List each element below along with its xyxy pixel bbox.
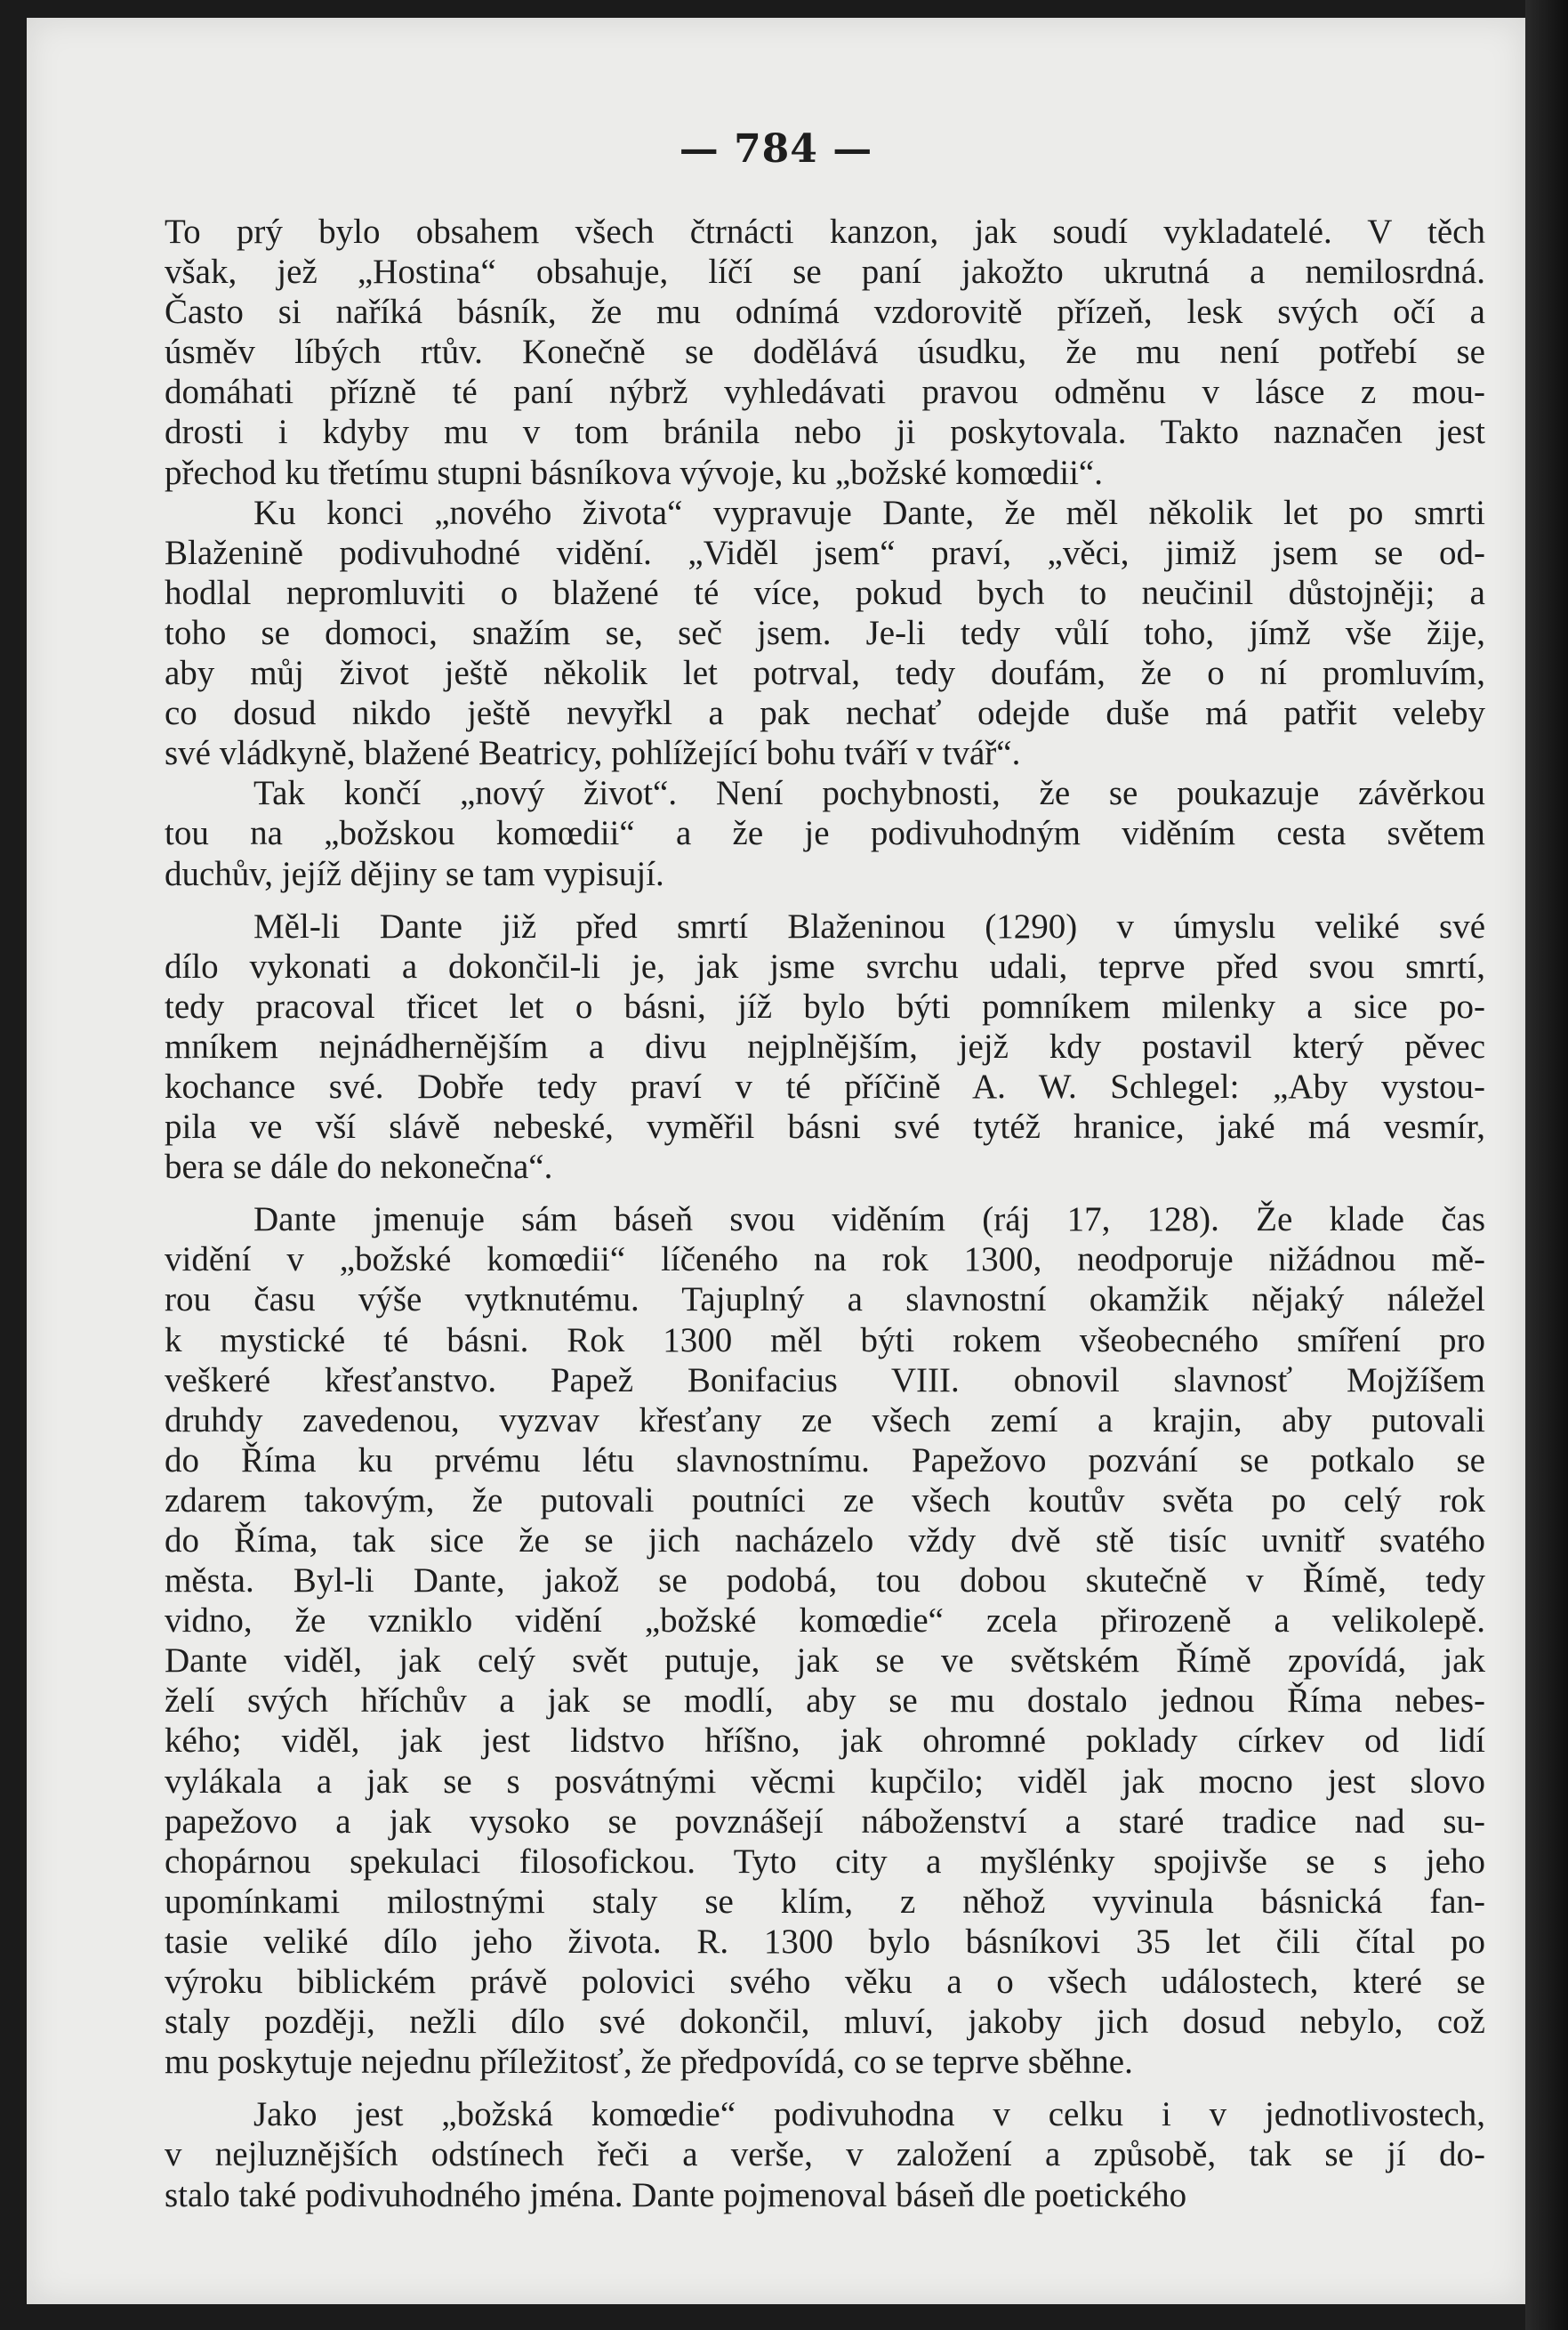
- text-line: bera se dále do nekonečna“.: [165, 1148, 553, 1187]
- text-line: tedy pracoval třicet let o básni, jíž bylo býti pomníkem milenky a sice po-: [165, 987, 1485, 1026]
- text-line: vidění v „božské komœdii“ líčeného na rok 1300, neodporuje nižádnou mě-: [165, 1240, 1485, 1279]
- text-line: úsměv líbých rtův. Konečně se dodělává úsudku, že mu není potřebí se: [165, 333, 1485, 372]
- text-line: To prý bylo obsahem všech čtrnácti kanzon, jak soudí vykladatelé. V těch: [165, 213, 1485, 251]
- paragraph: [165, 212, 1485, 493]
- text-line: své vládkyně, blažené Beatricy, pohlížející bohu tváří v tvář“.: [165, 734, 1021, 773]
- paragraph: [165, 493, 1485, 774]
- text-line: domáhati přízně té paní nýbrž vyhledávati pravou odměnu v lásce z mou-: [165, 373, 1485, 412]
- text-line: želí svých hříchův a jak se modlí, aby se mu dostalo jednou Říma nebes-: [165, 1681, 1485, 1721]
- text-line: zdarem takovým, že putovali poutníci ze všech koutův světa po celý rok: [165, 1480, 1485, 1520]
- text-line: hodlal nepromluviti o blažené té více, pokud bych to neučinil důstojněji; a: [165, 573, 1485, 612]
- text-line: vylákala a jak se s posvátnými věcmi kupčilo; viděl jak mocno jest slovo: [165, 1762, 1485, 1801]
- paragraph-gap: [165, 1187, 1485, 1199]
- text-line: dílo vykonati a dokončil-li je, jak jsme svrchu udali, teprve před svou smrtí,: [165, 947, 1485, 986]
- text-line: do Říma ku prvému létu slavnostnímu. Papežovo pozvání se potkalo se: [165, 1440, 1485, 1479]
- text-line: Dante jmenuje sám báseň svou viděním (ráj 17, 128). Že klade čas: [253, 1200, 1485, 1239]
- text-line: tou na „božskou komœdii“ a že je podivuhodným viděním cesta světem: [165, 814, 1485, 853]
- text-line: k mystické té básni. Rok 1300 měl býti rokem všeobecného smíření pro: [165, 1320, 1485, 1359]
- body-text: [165, 212, 1485, 2215]
- paragraph: [165, 2094, 1485, 2214]
- page-number: — 784 —: [679, 126, 873, 172]
- text-line: veškeré křesťanstvo. Papež Bonifacius VIII. obnovil slavnosť Mojžíšem: [165, 1360, 1485, 1399]
- paragraph: [165, 1199, 1485, 2082]
- text-line: aby můj život ještě několik let potrval, tedy doufám, že o ní promluvím,: [165, 654, 1485, 693]
- text-line: Blaženině podivuhodné vidění. „Viděl jsem“ praví, „věci, jimiž jsem se od-: [165, 533, 1485, 572]
- text-line: staly později, nežli dílo své dokončil, mluví, jakoby jich dosud nebylo, což: [165, 2003, 1485, 2042]
- text-line: duchův, jejíž dějiny se tam vypisují.: [165, 854, 664, 893]
- text-line: papežovo a jak vysoko se povznášejí náboženství a staré tradice nad su-: [165, 1802, 1485, 1841]
- text-line: kého; viděl, jak jest lidstvo hříšno, jak ohromné poklady církev od lidí: [165, 1721, 1485, 1761]
- text-line: však, jež „Hostina“ obsahuje, líčí se paní jakožto ukrutná a nemilosrdná.: [165, 253, 1485, 292]
- text-line: co dosud nikdo ještě nevyřkl a pak nechať odejde duše má patřit veleby: [165, 694, 1485, 733]
- text-line: výroku biblickém právě polovici svého věku a o všech událostech, které se: [165, 1963, 1485, 2002]
- paragraph-gap: [165, 2082, 1485, 2094]
- text-line: stalo také podivuhodného jména. Dante pojmenoval báseň dle poetického: [165, 2175, 1187, 2214]
- text-line: toho se domoci, snažím se, seč jsem. Je-li tedy vůlí toho, jímž vše žije,: [165, 613, 1485, 652]
- text-line: vidno, že vzniklo vidění „božské komœdie“ zcela přirozeně a velikolepě.: [165, 1601, 1485, 1641]
- text-line: upomínkami milostnými staly se klím, z něhož vyvinula básnická fan-: [165, 1882, 1485, 1921]
- text-line: druhdy zavedenou, vyzvav křesťany ze všech zemí a krajin, aby putovali: [165, 1400, 1485, 1439]
- paragraph: [165, 773, 1485, 893]
- text-line: chopárnou spekulaci filosofickou. Tyto city a myšlénky spojivše se s jeho: [165, 1842, 1485, 1881]
- text-line: pila ve vší slávě nebeské, vyměřil básni své tytéž hranice, jaké má vesmír,: [165, 1108, 1485, 1147]
- text-line: do Říma, tak sice že se jich nacházelo vždy dvě stě tisíc uvnitř svatého: [165, 1521, 1485, 1560]
- text-line: Měl-li Dante již před smrtí Blaženinou (1290) v úmyslu veliké své: [253, 907, 1485, 946]
- text-line: Jako jest „božská komœdie“ podivuhodna v celku i v jednotlivostech,: [253, 2095, 1485, 2134]
- text-line: kochance své. Dobře tedy praví v té příčině A. W. Schlegel: „Aby vystou-: [165, 1067, 1485, 1106]
- text-line: Ku konci „nového života“ vypravuje Dante, že měl několik let po smrti: [253, 493, 1485, 532]
- text-line: v nejluznějších odstínech řeči a verše, v založení a způsobě, tak se jí do-: [165, 2135, 1485, 2174]
- paragraph-gap: [165, 894, 1485, 907]
- book-page: [27, 18, 1525, 2304]
- text-line: Dante viděl, jak celý svět putuje, jak se ve světském Římě zpovídá, jak: [165, 1641, 1485, 1681]
- text-line: Tak končí „nový život“. Není pochybnosti, že se poukazuje závěrkou: [253, 774, 1485, 813]
- text-line: Často si naříká básník, že mu odnímá vzdorovitě přízeň, lesk svých očí a: [165, 293, 1485, 332]
- text-line: města. Byl-li Dante, jakož se podobá, tou dobou skutečně v Římě, tedy: [165, 1561, 1485, 1600]
- text-line: mu poskytuje nejednu příležitosť, že předpovídá, co se teprve sběhne.: [165, 2043, 1133, 2082]
- text-line: rou času výše vytknutému. Tajuplný a slavnostní okamžik nějaký náležel: [165, 1280, 1485, 1319]
- text-line: tasie veliké dílo jeho života. R. 1300 bylo básníkovi 35 let čili čítal po: [165, 1922, 1485, 1961]
- text-line: mníkem nejnádhernějším a divu nejplnějším, jejž kdy postavil který pěvec: [165, 1027, 1485, 1066]
- book-spine-edge: [1525, 0, 1568, 2330]
- paragraph: [165, 907, 1485, 1188]
- text-line: přechod ku třetímu stupni básníkova vývoje, ku „božské komœdii“.: [165, 453, 1103, 492]
- text-line: drosti i kdyby mu v tom bránila nebo ji poskytovala. Takto naznačen jest: [165, 413, 1485, 452]
